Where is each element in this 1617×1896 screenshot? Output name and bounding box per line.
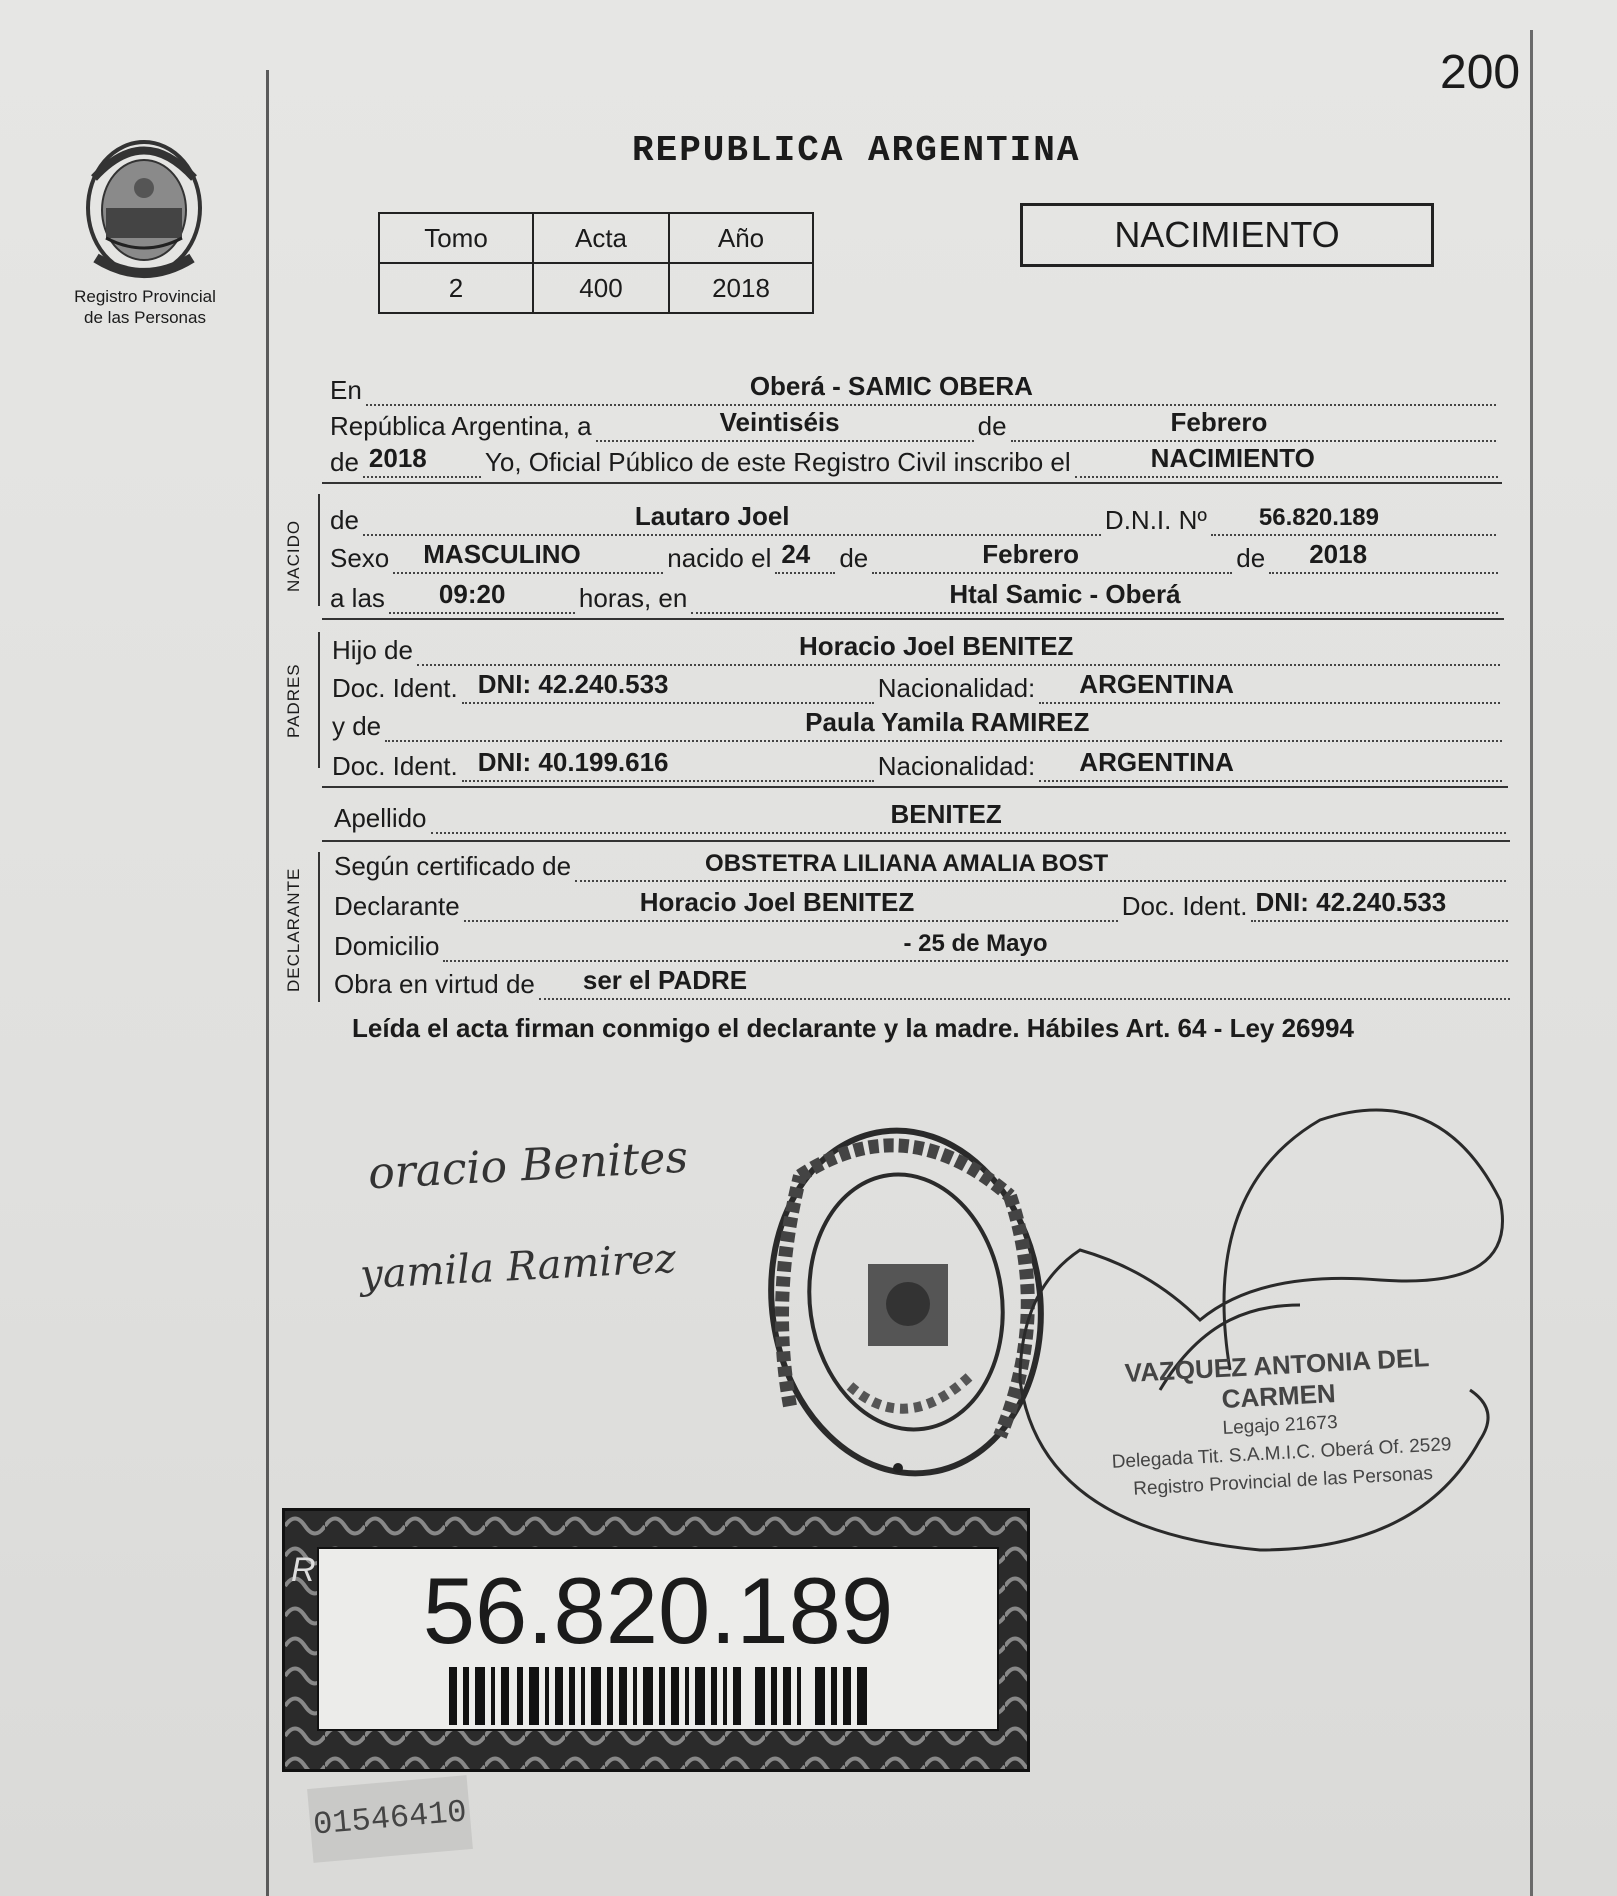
row-obra: Obra en virtud de ser el PADRE <box>334 966 1514 1000</box>
header-ano: Año <box>669 213 813 263</box>
officer-role: Delegada Tit. S.A.M.I.C. Oberá Of. 2529 <box>1111 1434 1452 1473</box>
section-bracket <box>318 494 320 606</box>
birth-hour-value: 09:20 <box>438 579 506 609</box>
row-father: Hijo de Horacio Joel BENITEZ <box>332 632 1504 666</box>
row-mother-doc: Doc. Ident. DNI: 40.199.616 Nacionalidad: ARGENTINA <box>332 748 1506 782</box>
row-date: República Argentina, a Veintiséis de Febrero <box>330 408 1500 442</box>
serial-number: 01546410 <box>307 1775 473 1863</box>
row-surname: Apellido BENITEZ <box>334 800 1510 834</box>
corner-letter: R <box>291 1551 316 1589</box>
father-name-value: Horacio Joel BENITEZ <box>798 631 1074 661</box>
value-ano: 2018 <box>669 263 813 313</box>
dni-number: 56.820.189 <box>422 1558 894 1663</box>
officer-legajo: Legajo 21673 <box>1222 1411 1339 1439</box>
row-place: En Oberá - SAMIC OBERA <box>330 372 1500 406</box>
child-name-value: Lautaro Joel <box>634 501 790 531</box>
row-certificate: Según certificado de OBSTETRA LILIANA AMALIA BOST <box>334 848 1510 882</box>
officer-stamp <box>1081 1340 1478 1506</box>
mother-signature: yamila Ramirez <box>359 1235 677 1299</box>
child-dni-value: 56.820.189 <box>1258 504 1379 531</box>
separator <box>322 786 1508 788</box>
place-value: Oberá - SAMIC OBERA <box>749 371 1033 401</box>
row-address: Domicilio - 25 de Mayo <box>334 928 1512 962</box>
section-label-padres: PADRES <box>284 663 303 738</box>
right-margin-line <box>1530 30 1533 1896</box>
birth-day-value: 24 <box>781 539 811 569</box>
row-birth-time: a las 09:20 horas, en Htal Samic - Oberá <box>330 580 1502 614</box>
row-father-doc: Doc. Ident. DNI: 42.240.533 Nacionalidad: ARGENTINA <box>332 670 1504 704</box>
barcode-icon <box>449 1667 869 1725</box>
mother-nationality-value: ARGENTINA <box>1079 747 1234 777</box>
record-type-box: NACIMIENTO <box>1020 203 1434 267</box>
certificate-value: OBSTETRA LILIANA AMALIA BOST <box>705 850 1109 877</box>
birth-month-value: Febrero <box>982 539 1080 569</box>
obra-value: ser el PADRE <box>582 965 748 995</box>
row-mother: y de Paula Yamila RAMIREZ <box>332 708 1506 742</box>
declarant-name-value: Horacio Joel BENITEZ <box>639 887 915 917</box>
registry-crest-icon <box>76 128 212 284</box>
header-tomo: Tomo <box>379 213 533 263</box>
section-bracket <box>318 852 320 1002</box>
separator <box>322 482 1502 484</box>
mother-doc-value: DNI: 40.199.616 <box>477 747 669 777</box>
section-label-nacido: NACIDO <box>284 519 303 592</box>
record-table-value-row <box>379 263 813 313</box>
page-number: 200 <box>1440 46 1521 99</box>
record-table-header-row <box>379 213 813 263</box>
mother-name-value: Paula Yamila RAMIREZ <box>805 707 1090 737</box>
separator <box>322 618 1504 620</box>
day-value: Veintiséis <box>719 407 840 437</box>
registry-label: Registro Provincial de las Personas <box>74 287 216 327</box>
document-title: REPUBLICA ARGENTINA <box>632 130 1081 171</box>
declarant-doc-value: DNI: 42.240.533 <box>1255 887 1447 917</box>
separator <box>322 840 1510 842</box>
row-year: de 2018 Yo, Oficial Público de este Registro Civil inscribo el NACIMIENTO <box>330 444 1502 478</box>
year-value: 2018 <box>368 443 427 473</box>
month-value: Febrero <box>1170 407 1268 437</box>
dni-number-panel <box>317 1547 999 1731</box>
record-table <box>378 212 814 314</box>
header-acta: Acta <box>533 213 669 263</box>
address-value: - 25 de Mayo <box>903 930 1048 957</box>
surname-value: BENITEZ <box>890 799 1002 829</box>
value-tomo: 2 <box>379 263 533 313</box>
father-doc-value: DNI: 42.240.533 <box>477 669 669 699</box>
closing-statement: Leída el acta firman conmigo el declarante y la madre. Hábiles Art. 64 - Ley 26994 <box>352 1013 1354 1043</box>
value-acta: 400 <box>533 263 669 313</box>
declarant-signature: oracio Benites <box>366 1131 690 1200</box>
row-declarant: Declarante Horacio Joel BENITEZ Doc. Ident. DNI: 42.240.533 <box>334 888 1512 922</box>
dni-label-block <box>282 1508 1030 1772</box>
left-margin-line <box>266 70 269 1896</box>
father-nationality-value: ARGENTINA <box>1079 669 1234 699</box>
sex-value: MASCULINO <box>423 539 581 569</box>
officer-registry: Registro Provincial de las Personas <box>1132 1463 1434 1500</box>
birth-place-value: Htal Samic - Oberá <box>949 579 1181 609</box>
birth-year-value: 2018 <box>1309 539 1368 569</box>
row-sex: Sexo MASCULINO nacido el 24 de Febrero de 2018 <box>330 540 1502 574</box>
section-bracket <box>318 632 320 768</box>
row-child-name: de Lautaro Joel D.N.I. Nº 56.820.189 <box>330 502 1500 536</box>
inscribo-value: NACIMIENTO <box>1150 443 1315 473</box>
section-label-declarante: DECLARANTE <box>284 867 303 992</box>
officer-name: VAZQUEZ ANTONIA DEL CARMEN <box>1123 1342 1430 1415</box>
